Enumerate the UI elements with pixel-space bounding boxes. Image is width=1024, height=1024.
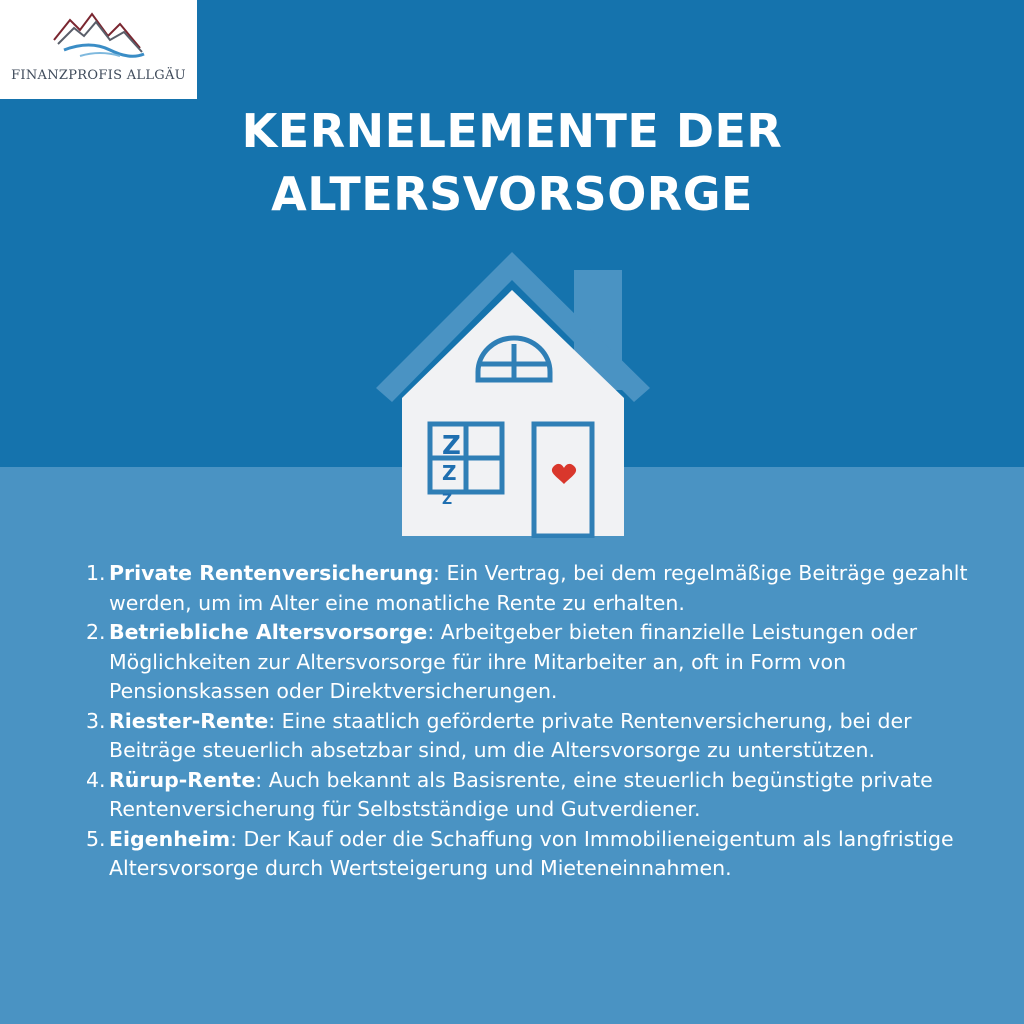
list-number: 4. — [86, 767, 106, 792]
list-term: Private Rentenversicherung — [109, 561, 434, 585]
sleep-z-small: Z — [442, 492, 453, 508]
list-number: 2. — [86, 620, 106, 644]
list-item — [86, 766, 986, 825]
mountain-logo-icon — [50, 10, 148, 62]
list-text: : Der Kauf oder die Schaffung von Immobilieneigentum als langfristige Altersvorsorge durch Wertsteigerung und Mieteneinnahmen. — [109, 826, 954, 880]
page-title — [0, 100, 1024, 226]
list-text: : Arbeitgeber bieten finanzielle Leistungen oder Möglichkeiten zur Altersvorsorge für ihre Mitarbeiter an, oft in Form von Pensionskassen oder Direktversicherungen. — [109, 620, 918, 703]
list-number: 1. — [86, 561, 106, 585]
list-item — [86, 559, 986, 618]
list-item — [86, 618, 986, 707]
sleep-z-medium: Z — [442, 461, 457, 485]
list-item — [86, 825, 986, 884]
list-text: : Ein Vertrag, bei dem regelmäßige Beiträge gezahlt werden, um im Alter eine monatliche Rente zu erhalten. — [109, 561, 968, 615]
list-text: : Eine staatlich geförderte private Rentenversicherung, bei der Beiträge steuerlich absetzbar sind, um die Altersvorsorge zu unterstützen. — [109, 708, 912, 762]
list-term: Betriebliche Altersvorsorge — [109, 620, 428, 644]
list-text: : Auch bekannt als Basisrente, eine steuerlich begünstigte private Rentenversicherung für Selbstständige und Gutverdiener. — [109, 767, 933, 821]
title-line-2: ALTERSVORSORGE — [271, 167, 753, 221]
brand-name: FINANZPROFIS ALLGÄU — [11, 68, 186, 83]
list-term: Eigenheim — [109, 826, 231, 851]
sleep-z-large: Z — [442, 431, 461, 461]
house-icon — [372, 248, 652, 538]
brand-logo — [0, 0, 197, 99]
list-number: 3. — [86, 708, 106, 733]
title-line-1: KERNELEMENTE DER — [241, 104, 783, 158]
retirement-elements-list — [86, 559, 986, 884]
list-number: 5. — [86, 826, 106, 851]
list-item — [86, 707, 986, 766]
list-term: Rürup-Rente — [109, 767, 256, 792]
list-term: Riester-Rente — [109, 708, 269, 733]
